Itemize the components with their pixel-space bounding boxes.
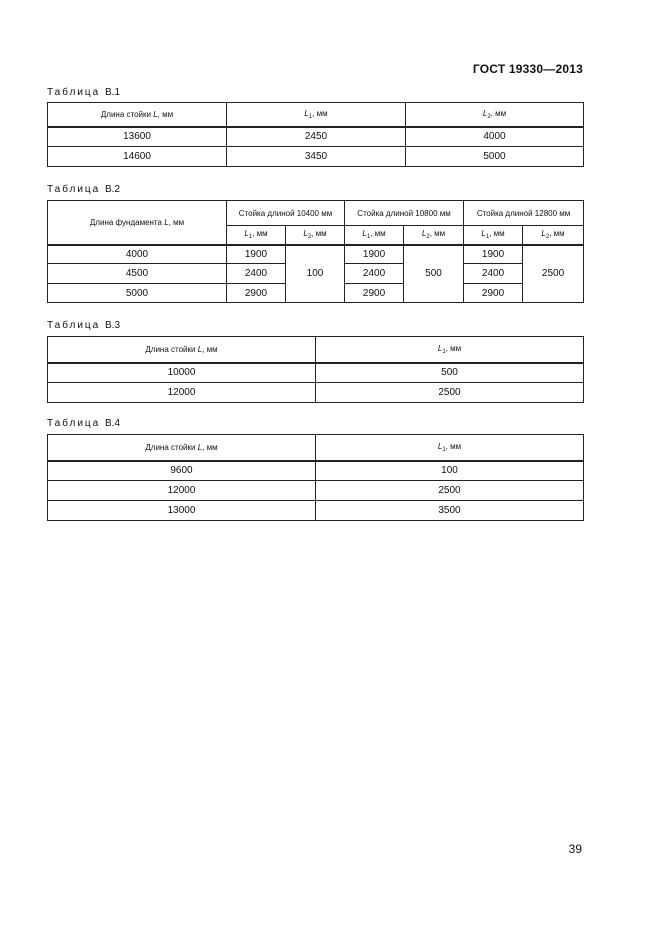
table-row	[48, 501, 584, 521]
caption-number: В.1	[105, 87, 121, 98]
table-b2-header-l2: $L_2$, мм	[404, 226, 464, 245]
table-row	[48, 127, 584, 147]
table-b2-header-l2: $L_2$, мм	[286, 226, 345, 245]
table-cell-merged: 100	[286, 245, 345, 303]
table-b2-header-l1: $L_1$, мм	[345, 226, 404, 245]
table-cell-merged: 2500	[523, 245, 584, 303]
caption-word: Таблица	[47, 418, 101, 429]
caption-number: В.2	[105, 184, 121, 195]
table-cell: 2400	[464, 264, 523, 284]
table-cell: 5000	[406, 147, 584, 167]
table-b1	[47, 102, 584, 167]
table-cell: 2500	[316, 383, 584, 403]
table-b4-caption	[47, 418, 120, 429]
caption-word: Таблица	[47, 184, 101, 195]
table-b4-header-l1: $L_1$, мм	[316, 435, 584, 461]
table-cell: 13000	[48, 501, 316, 521]
table-row	[48, 461, 584, 481]
table-b2-header-group2: Стойка длиной 10800 мм	[345, 201, 464, 226]
table-cell: 500	[316, 363, 584, 383]
table-cell: 3500	[316, 501, 584, 521]
table-row	[48, 245, 584, 264]
table-b2-header-l1: $L_1$, мм	[464, 226, 523, 245]
table-b2-header-group1: Стойка длиной 10400 мм	[227, 201, 345, 226]
table-b2-header-l1: $L_1$, мм	[227, 226, 286, 245]
table-row	[48, 383, 584, 403]
table-cell: 1900	[227, 245, 286, 264]
table-b1-header-l2: $L_2$, мм	[406, 103, 584, 127]
table-cell: 1900	[464, 245, 523, 264]
table-cell: 4000	[406, 127, 584, 147]
table-cell: 9600	[48, 461, 316, 481]
caption-word: Таблица	[47, 87, 101, 98]
table-b2	[47, 200, 584, 303]
table-cell: 2900	[464, 284, 523, 303]
table-cell: 2900	[345, 284, 404, 303]
table-row	[48, 363, 584, 383]
table-b3-header-l1: $L_1$, мм	[316, 337, 584, 363]
table-cell-merged: 500	[404, 245, 464, 303]
table-cell: 4000	[48, 245, 227, 264]
table-b3-header-length: Длина стойки L, мм	[48, 337, 316, 363]
table-row	[48, 481, 584, 501]
table-b4	[47, 434, 584, 521]
table-cell: 100	[316, 461, 584, 481]
page-number: 39	[568, 842, 582, 856]
table-b2-header-l2: $L_2$, мм	[523, 226, 584, 245]
table-cell: 2900	[227, 284, 286, 303]
table-cell: 2500	[316, 481, 584, 501]
table-cell: 1900	[345, 245, 404, 264]
table-cell: 10000	[48, 363, 316, 383]
table-b3-caption	[47, 320, 120, 331]
table-b2-caption	[47, 184, 120, 195]
table-b1-header-l1: $L_1$, мм	[227, 103, 406, 127]
table-cell: 5000	[48, 284, 227, 303]
table-cell: 14600	[48, 147, 227, 167]
table-b3	[47, 336, 584, 403]
caption-word: Таблица	[47, 320, 101, 331]
caption-number: В.3	[105, 320, 121, 331]
table-row	[48, 147, 584, 167]
table-cell: 13600	[48, 127, 227, 147]
table-cell: 2450	[227, 127, 406, 147]
table-b2-header-length: Длина фундамента L, мм	[48, 201, 227, 245]
table-b2-header-group3: Стойка длиной 12800 мм	[464, 201, 584, 226]
table-cell: 3450	[227, 147, 406, 167]
document-id: ГОСТ 19330—2013	[472, 62, 583, 76]
table-cell: 2400	[227, 264, 286, 284]
table-b1-header-length: Длина стойки L, мм	[48, 103, 227, 127]
table-b1-caption	[47, 87, 120, 98]
table-cell: 12000	[48, 481, 316, 501]
caption-number: В.4	[105, 418, 121, 429]
table-cell: 2400	[345, 264, 404, 284]
table-b4-header-length: Длина стойки L, мм	[48, 435, 316, 461]
table-cell: 4500	[48, 264, 227, 284]
table-cell: 12000	[48, 383, 316, 403]
